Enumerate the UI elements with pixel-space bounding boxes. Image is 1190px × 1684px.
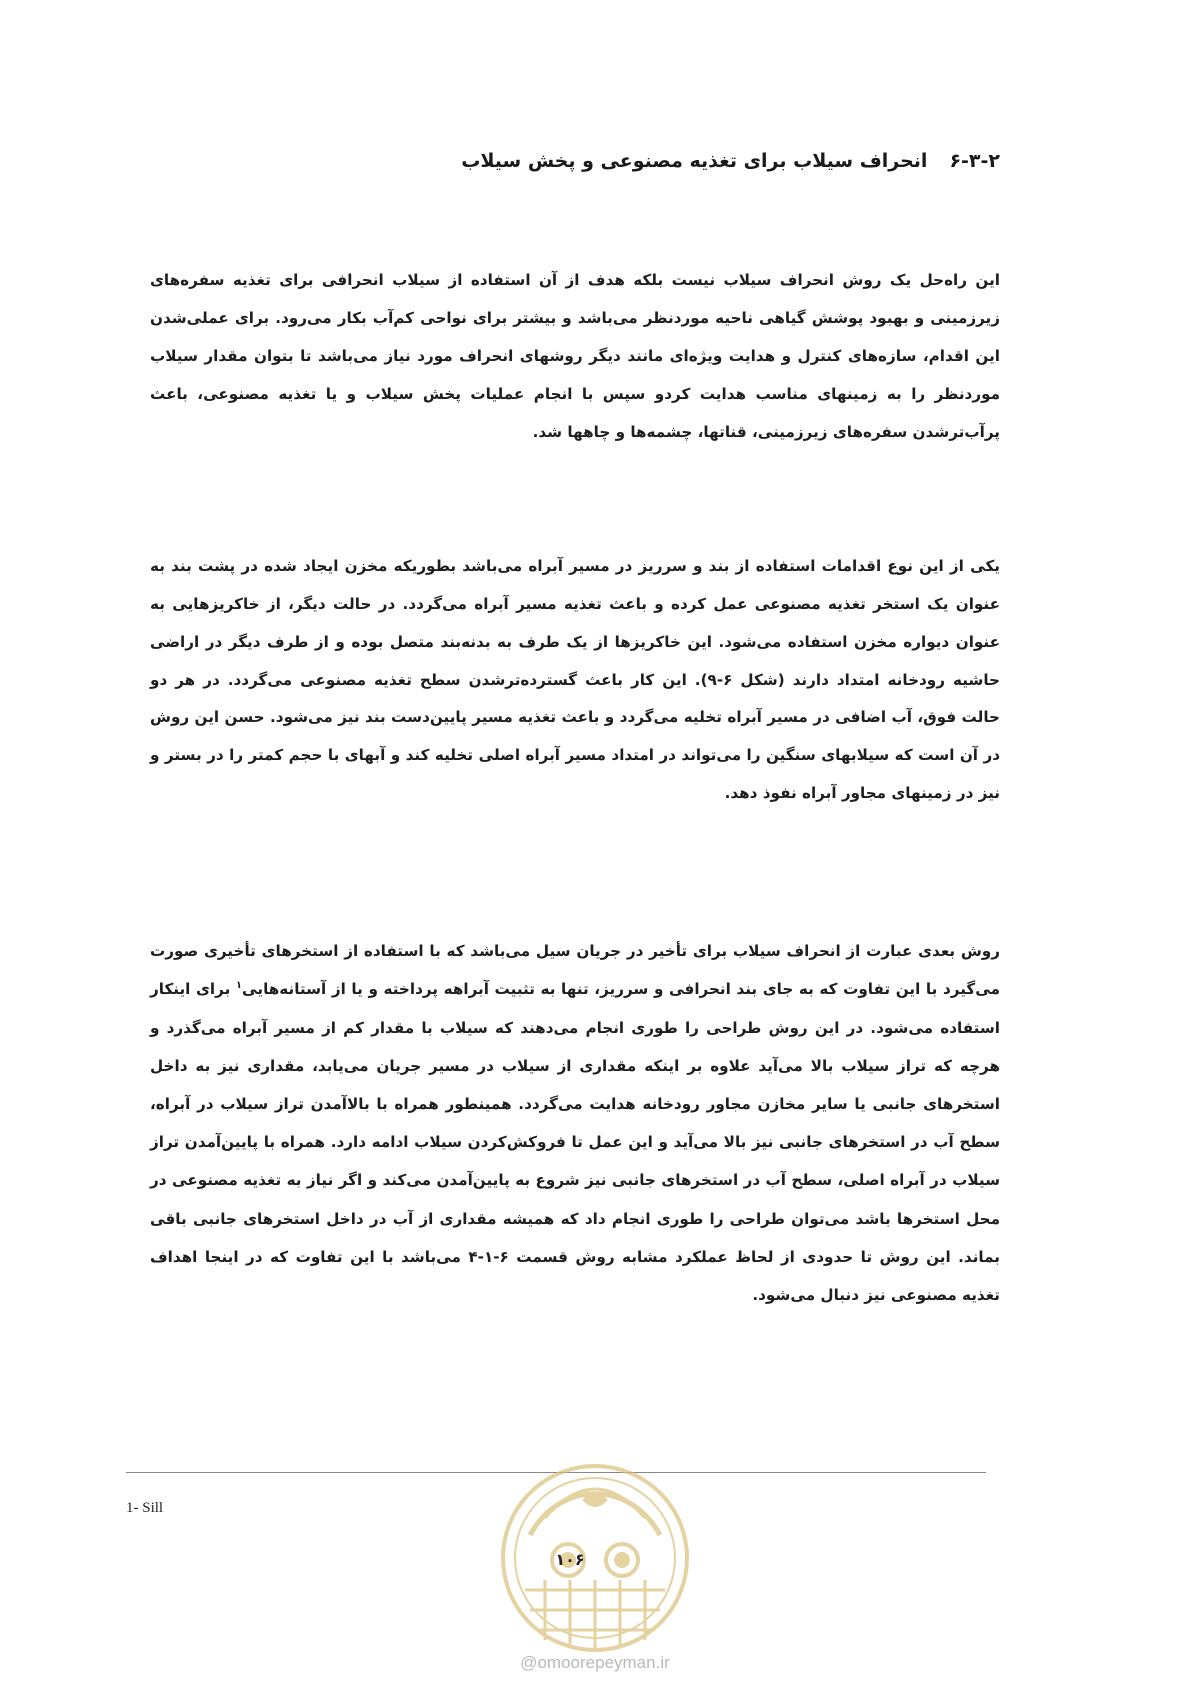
- publisher-logo-watermark: [490, 1440, 700, 1670]
- section-number: ۶-۳-۲: [949, 150, 1000, 172]
- watermark-url: @omoorepeyman.ir: [520, 1653, 670, 1672]
- footnote: 1- Sill: [126, 1500, 164, 1516]
- page-number: ۱۰۶: [555, 1550, 585, 1569]
- paragraph-3-part-2: برای اینکار استفاده می‌شود. در این روش طراحی را طوری انجام می‌دهند که سیلاب با مقدار کم از مسیر آبراه می‌گذرد و هرچه که تراز سیلاب بالا می‌آید علاوه بر اینکه مقداری از سیلاب در مسیر جریان می‌یابد، مقداری نیز به داخل استخرهای جانبی یا سایر مخازن مجاور رودخانه هدایت می‌گردد. همینطور همراه با بالاآمدن تراز سیلاب در آبراه، سطح آب در استخرهای جانبی نیز بالا می‌آید و این عمل تا فروکش‌کردن سیلاب ادامه دارد. همراه با پایین‌آمدن تراز سیلاب در آبراه اصلی، سطح آب در استخرهای جانبی نیز شروع به پایین‌آمدن می‌کند و اگر نیاز به تغذیه مصنوعی در محل استخرها باشد می‌توان طراحی را طوری انجام داد که همیشه مقداری از آب در داخل استخرهای جانبی باقی بماند. این روش تا حدودی از لحاظ عملکرد مشابه روش قسمت ۶-۱-۴ می‌باشد با این تفاوت که در اینجا اهداف تغذیه مصنوعی نیز دنبال می‌شود.: [150, 980, 1000, 1305]
- paragraph-3-part-1: روش بعدی عبارت از انحراف سیلاب برای تأخیر در جریان سیل می‌باشد که با استفاده از استخرهای تأخیری صورت می‌گیرد با این تفاوت که به جای بند انحرافی و سرریز، تنها به تثبیت آبراهه پرداخته و یا از آستانه‌هایی: [150, 942, 1000, 999]
- paragraph-1: این راه‌حل یک روش انحراف سیلاب نیست بلکه هدف از آن استفاده از سیلاب انحرافی برای تغذیه سفره‌های زیرزمینی و بهبود پوشش گیاهی ناحیه موردنظر می‌باشد و بیشتر برای نواحی کم‌آب بکار می‌رود. برای عملی‌شدن این اقدام، سازه‌های کنترل و هدایت ویژه‌ای مانند دیگر روشهای انحراف مورد نیاز می‌باشد تا بتوان مقدار سیلاب موردنظر را به زمینهای مناسب هدایت کردو سپس با انجام عملیات پخش سیلاب و یا تغذیه مصنوعی، باعث پرآب‌ترشدن سفره‌های زیرزمینی، قناتها، چشمه‌ها و چاهها شد.: [150, 271, 1000, 442]
- paragraph-3: [150, 932, 1000, 1314]
- section-heading: [190, 146, 1000, 176]
- footnote-marker: ۱: [235, 980, 242, 992]
- section-title: انحراف سیلاب برای تغذیه مصنوعی و پخش سیلاب: [461, 150, 928, 172]
- paragraph-2: یکی از این نوع اقدامات استفاده از بند و سرریز در مسیر آبراه می‌باشد بطوریکه مخزن ایجاد شده در پشت بند به عنوان یک استخر تغذیه مصنوعی عمل کرده و باعث تغذیه مسیر آبراه می‌گردد. در حالت دیگر، از خاکریزهایی به عنوان دیواره مخزن استفاده می‌شود. این خاکریزها از یک طرف به بدنه‌بند متصل بوده و از طرف دیگر در اراضی حاشیه رودخانه امتداد دارند (شکل ۶-۹). این کار باعث گسترده‌ترشدن سطح تغذیه مصنوعی می‌گردد. در هر دو حالت فوق، آب اضافی در مسیر آبراه تخلیه می‌گردد و باعث تغذیه مسیر پایین‌دست بند نیز می‌شود. حسن این روش در آن است که سیلابهای سنگین را می‌تواند در امتداد مسیر آبراه اصلی تخلیه کند و آبهای با حجم کمتر را در بستر و نیز در زمینهای مجاور آبراه نفوذ دهد.: [150, 557, 1000, 802]
